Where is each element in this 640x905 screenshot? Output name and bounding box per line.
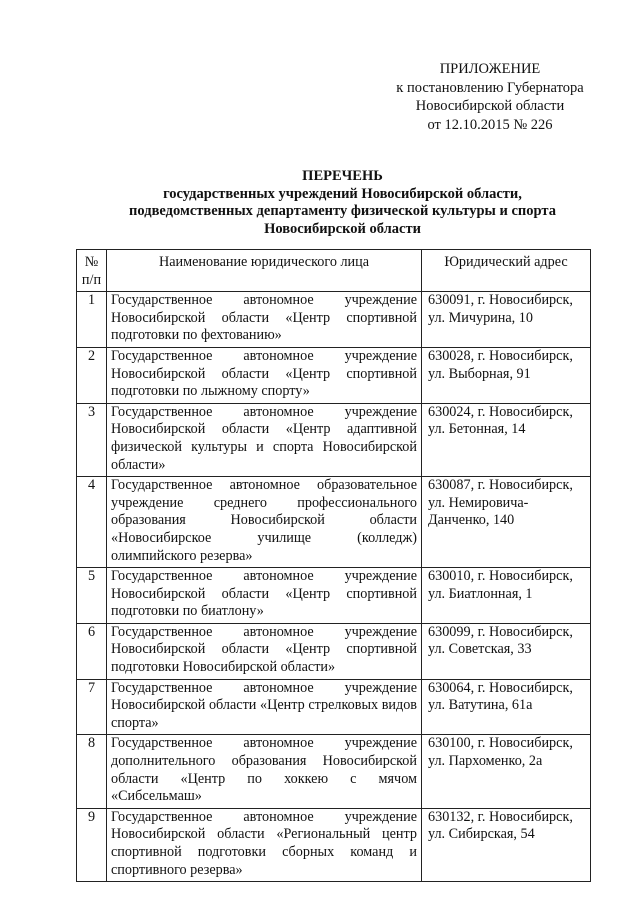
row-address: 630091, г. Новосибирск, ул. Мичурина, 10 [422,292,591,348]
row-num: 8 [77,735,107,808]
header-name: Наименование юридического лица [107,250,422,292]
table-row [77,808,591,881]
row-num: 4 [77,477,107,568]
appendix-title: ПРИЛОЖЕНИЕ [439,61,541,77]
row-name: Государственное автономное учреждение Новосибирской области «Центр спортивной подготовки по биатлону» [107,568,422,624]
table-row [77,735,591,808]
row-name: Государственное автономное образовательное учреждение среднего профессионального образования Новосибирской области «Новосибирское училище (колледж) олимпийского резерва» [107,477,422,568]
header-num: № п/п [77,250,107,292]
row-num: 2 [77,347,107,403]
row-num: 1 [77,292,107,348]
institutions-table [76,249,591,882]
header-address: Юридический адрес [422,250,591,292]
row-num: 6 [77,623,107,679]
row-address: 630064, г. Новосибирск, ул. Ватутина, 61а [422,679,591,735]
appendix-line-decree: к постановлению Губернатора [396,79,584,96]
row-address: 630028, г. Новосибирск, ул. Выборная, 91 [422,347,591,403]
table-row [77,568,591,624]
row-name: Государственное автономное учреждение Новосибирской области «Центр спортивной подготовки Новосибирской области» [107,623,422,679]
row-address: 630100, г. Новосибирск, ул. Пархоменко, 2а [422,735,591,808]
row-address: 630087, г. Новосибирск, ул. Немировича-Данченко, 140 [422,477,591,568]
row-name: Государственное автономное учреждение Новосибирской области «Центр спортивной подготовки по лыжному спорту» [107,347,422,403]
row-address: 630099, г. Новосибирск, ул. Советская, 33 [422,623,591,679]
table-row [77,623,591,679]
table-row [77,477,591,568]
row-num: 5 [77,568,107,624]
heading-line-2: подведомственных департаменту физической культуры и спорта [129,203,556,219]
row-num: 7 [77,679,107,735]
row-name: Государственное автономное учреждение Новосибирской области «Центр адаптивной физической культуры и спорта Новосибирской области» [107,403,422,476]
table-row [77,292,591,348]
row-address: 630024, г. Новосибирск, ул. Бетонная, 14 [422,403,591,476]
row-num: 9 [77,808,107,881]
heading-line-3: Новосибирской области [264,220,421,237]
row-address: 630132, г. Новосибирск, ул. Сибирская, 54 [422,808,591,881]
table-header-row [77,250,591,292]
appendix-line-date: от 12.10.2015 № 226 [427,116,553,133]
row-num: 3 [77,403,107,476]
row-name: Государственное автономное учреждение Новосибирской области «Региональный центр спортивной подготовки сборных команд и спортивного резерва» [107,808,422,881]
heading-title: ПЕРЕЧЕНЬ [302,168,383,184]
row-name: Государственное автономное учреждение дополнительного образования Новосибирской области «Центр по хоккею с мячом «Сибсельмаш» [107,735,422,808]
table-row [77,679,591,735]
table-row [77,403,591,476]
row-name: Государственное автономное учреждение Новосибирской области «Центр спортивной подготовки по фехтованию» [107,292,422,348]
appendix-block [380,60,600,134]
heading-line-1: государственных учреждений Новосибирской области, [163,185,522,202]
appendix-line-region: Новосибирской области [415,98,565,114]
row-address: 630010, г. Новосибирск, ул. Биатлонная, 1 [422,568,591,624]
row-name: Государственное автономное учреждение Новосибирской области «Центр стрелковых видов спорта» [107,679,422,735]
document-heading [60,168,625,238]
table-row [77,347,591,403]
